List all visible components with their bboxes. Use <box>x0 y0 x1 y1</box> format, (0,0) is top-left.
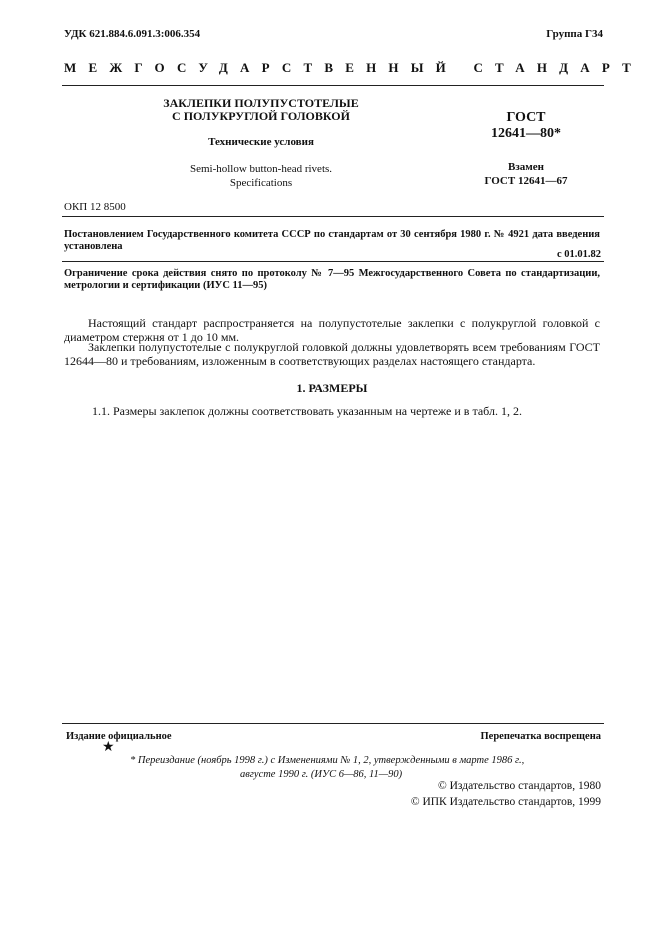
document-title <box>150 97 372 123</box>
footer-rule <box>62 723 604 724</box>
reissue-footnote <box>130 754 560 782</box>
star-icon: ★ <box>102 740 115 755</box>
footnote-line-1: * Переиздание (ноябрь 1998 г.) с Изменениями № 1, 2, утвержденными в марте 1986 г., <box>130 755 525 766</box>
english-title-line-1: Semi-hollow button-head rivets. <box>189 163 333 175</box>
group-code: Группа Г34 <box>546 28 603 40</box>
gost-designation <box>480 110 572 142</box>
title-line-1: ЗАКЛЕПКИ ПОЛУПУСТОТЕЛЫЕ <box>163 96 359 110</box>
document-subtitle: Технические условия <box>208 136 314 148</box>
effective-date: с 01.01.82 <box>556 249 601 260</box>
udk-code: УДК 621.884.6.091.3:006.354 <box>64 28 201 40</box>
official-edition-label: Издание официальное <box>66 731 172 742</box>
english-title <box>150 162 372 190</box>
limitation-text: Ограничение срока действия снято по протоколу № 7—95 Межгосударственного Совета по стандартизации, метрологии и сертификации (ИУС 11—95) <box>64 268 600 291</box>
intro-paragraph: Настоящий стандарт распространяется на полупустотелые заклепки с полукруглой головкой с диаметром стержня от 1 до 10 мм. <box>64 316 600 344</box>
standard-banner: МЕЖГОСУДАРСТВЕННЫЙ СТАНДАРТ <box>64 60 644 75</box>
replaced-standard: ГОСТ 12641—67 <box>484 175 568 187</box>
okp-code: ОКП 12 8500 <box>64 201 126 213</box>
gost-label: ГОСТ <box>506 110 546 125</box>
replaces-label: Взамен <box>508 161 544 173</box>
header-rule <box>62 85 604 86</box>
footnote-line-2: августе 1990 г. (ИУС 6—86, 11—90) <box>240 769 403 780</box>
decree-text: Постановлением Государственного комитета СССР по стандартам от 30 сентября 1980 г. № 4921 дата введения установлена <box>64 229 600 252</box>
title-line-2: С ПОЛУКРУГЛОЙ ГОЛОВКОЙ <box>172 109 350 123</box>
reprint-prohibited-label: Перепечатка воспрещена <box>480 731 601 742</box>
okp-rule <box>62 216 604 217</box>
replaces-block <box>470 160 582 188</box>
decree-rule <box>62 261 604 262</box>
requirements-paragraph: Заклепки полупустотелые с полукруглой головкой должны удовлетворять всем требованиям ГОСТ 12644—80 и требованиям, изложенным в соответствующих разделах настоящего стандарта. <box>64 340 600 368</box>
section-heading: 1. РАЗМЕРЫ <box>296 381 368 395</box>
gost-number: 12641—80* <box>491 126 561 141</box>
copyright-1980: © Издательство стандартов, 1980 <box>437 780 601 792</box>
clause-1-1: 1.1. Размеры заклепок должны соответствовать указанным на чертеже и в табл. 1, 2. <box>92 404 522 418</box>
copyright-1999: © ИПК Издательство стандартов, 1999 <box>410 796 601 808</box>
english-title-line-2: Specifications <box>229 177 293 189</box>
